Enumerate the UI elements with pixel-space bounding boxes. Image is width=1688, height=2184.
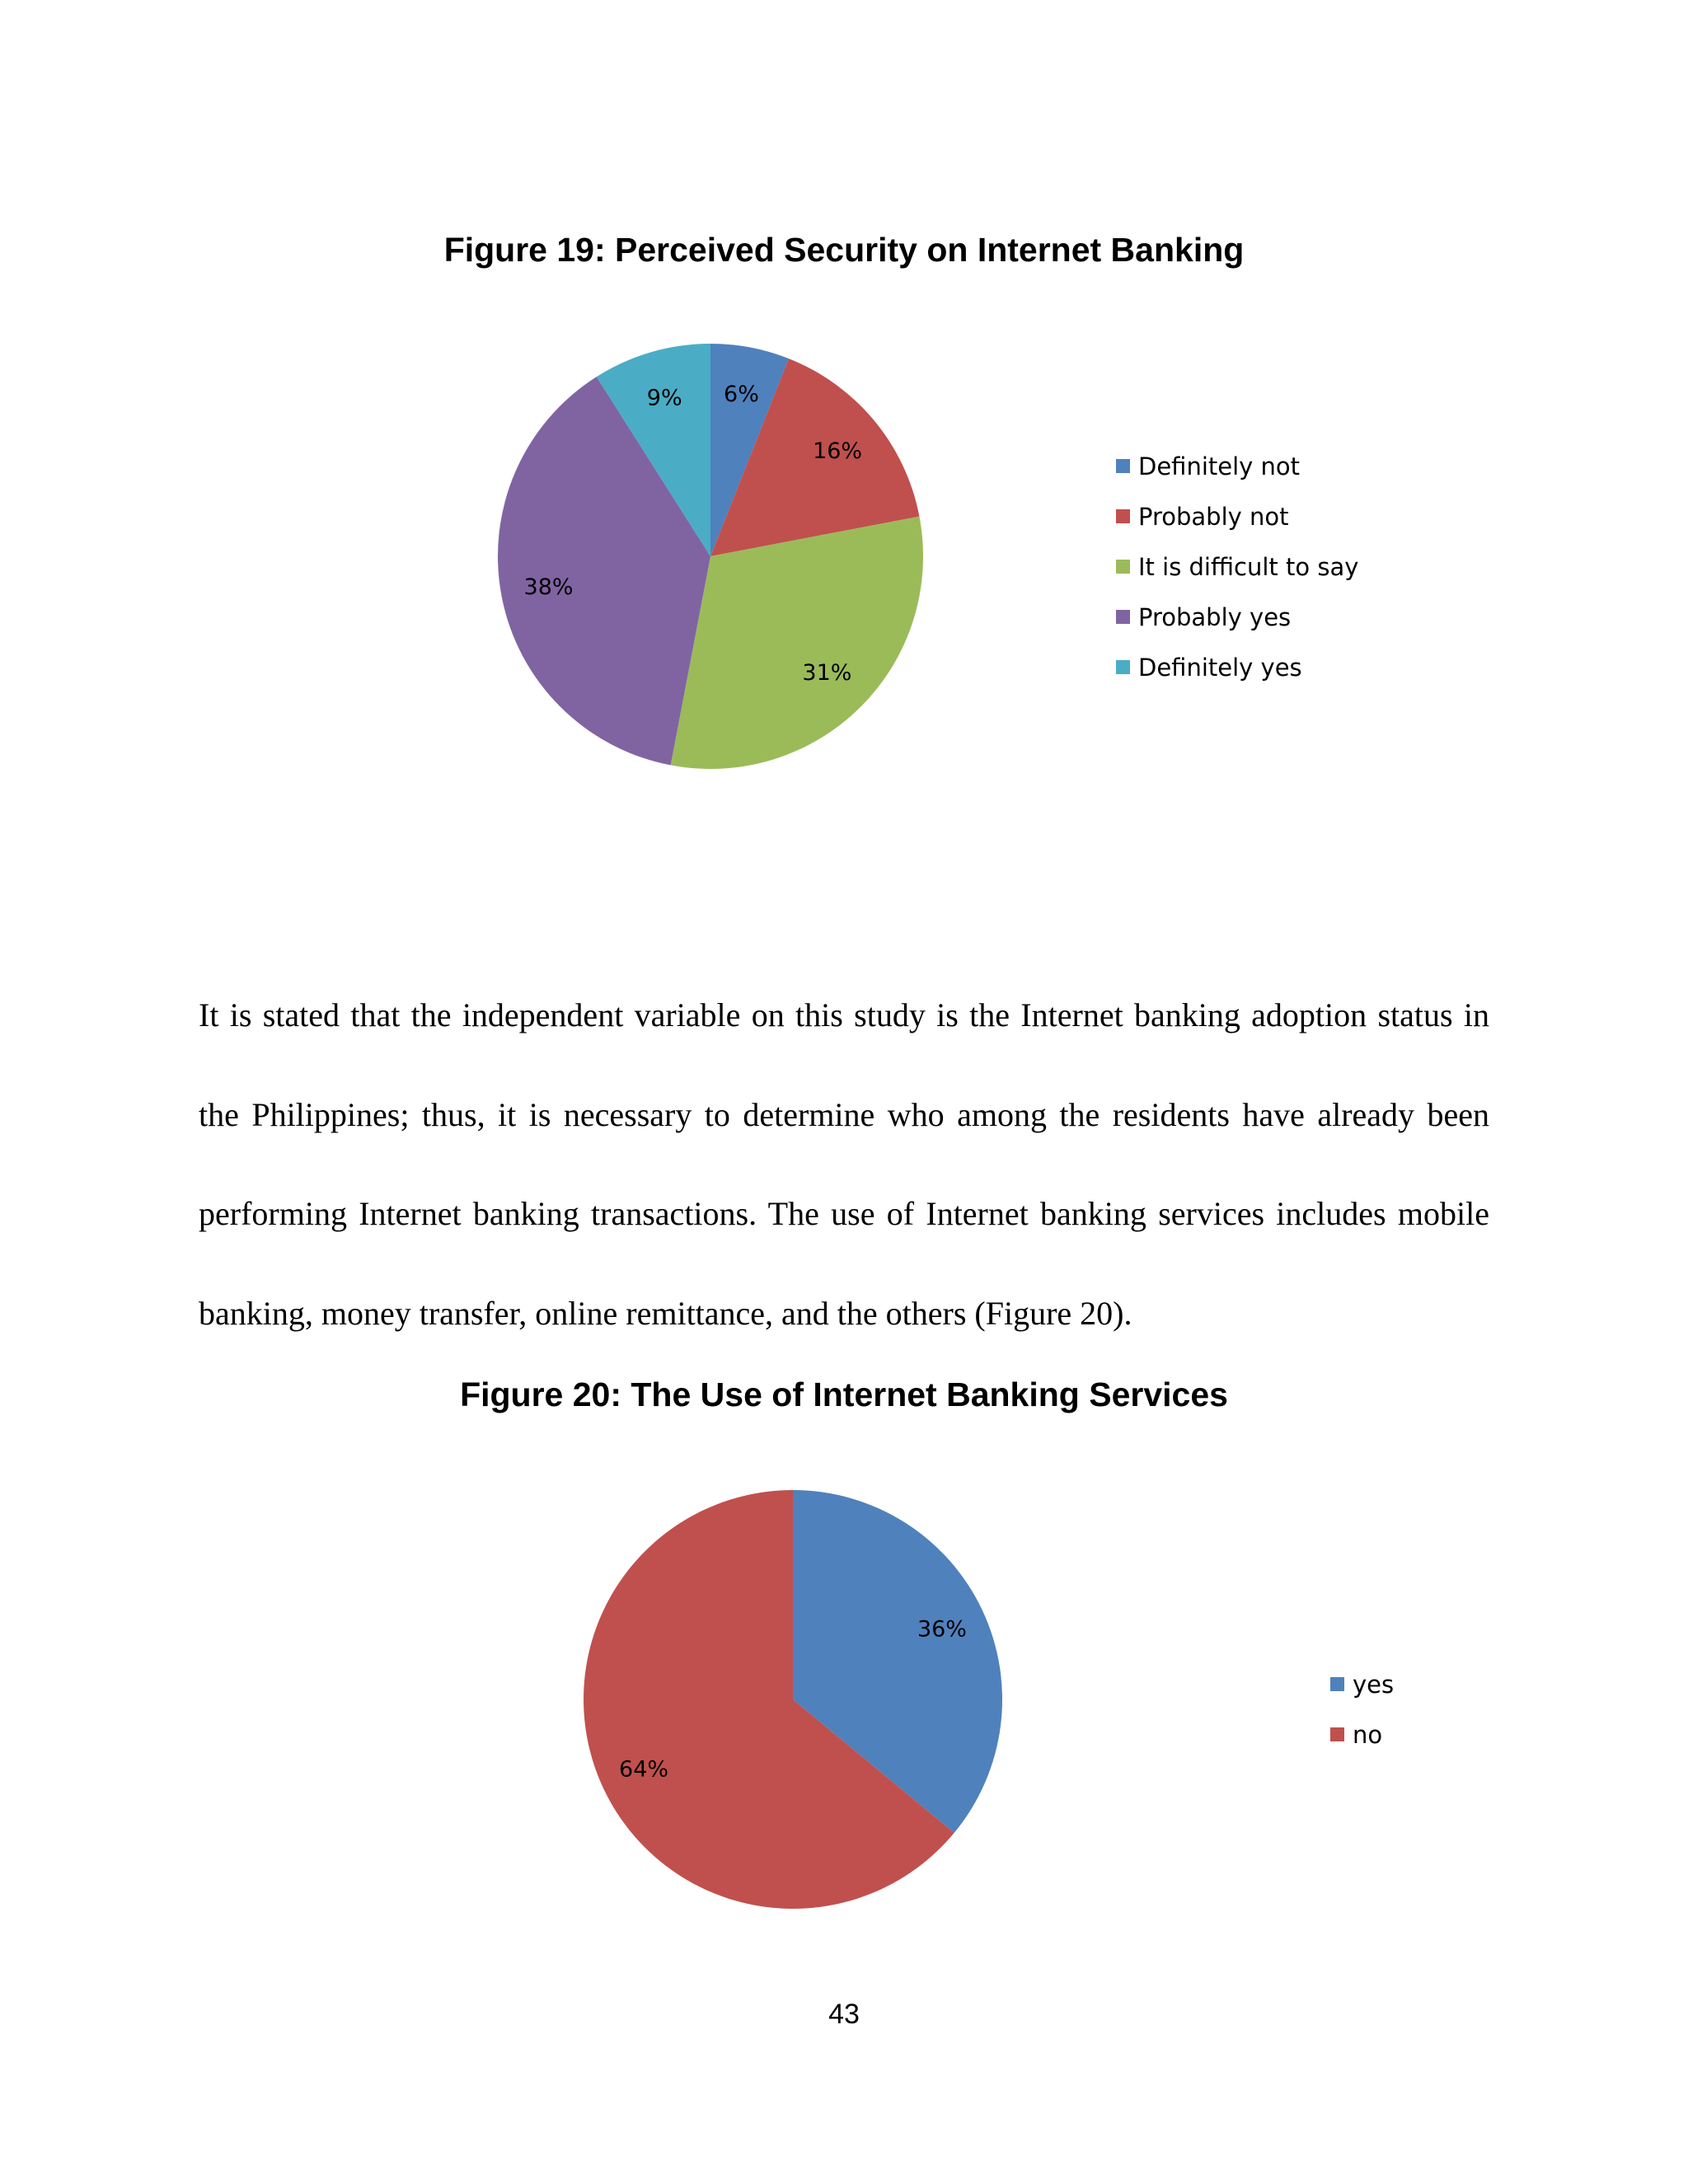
legend-label: It is difficult to say	[1138, 552, 1359, 581]
legend-item-definitely-not	[1116, 441, 1358, 491]
legend-swatch	[1116, 509, 1130, 523]
page-number: 43	[828, 1999, 860, 2030]
figure-19-title: Figure 19: Perceived Security on Internet Banking	[443, 231, 1245, 269]
legend-swatch	[1116, 610, 1130, 624]
body-paragraph: It is stated that the independent variable on this study is the Internet banking adoption status in the Philippines; thus, it is necessary to determine who among the residents have already been performing Internet banking transactions. The use of Internet banking services includes mobile banking, money transfer, online remittance, and the others (Figure 20).	[199, 996, 1489, 1332]
legend-label: Probably yes	[1138, 602, 1292, 631]
legend-swatch	[1330, 1727, 1344, 1741]
data-label-yes: 36%	[917, 1616, 967, 1643]
figure-20-legend	[1330, 1659, 1394, 1760]
data-label-definitely-yes: 9%	[646, 385, 682, 411]
figure-20-pie-chart	[544, 1451, 1039, 1945]
legend-item-yes	[1330, 1659, 1394, 1709]
figure-19-legend	[1116, 441, 1358, 692]
data-label-probably-yes: 38%	[523, 574, 574, 600]
legend-item-definitely-yes	[1116, 642, 1358, 692]
legend-item-it-is-difficult-to-say	[1116, 541, 1358, 592]
legend-swatch	[1116, 660, 1130, 674]
figure-20-title: Figure 20: The Use of Internet Banking Services	[460, 1376, 1228, 1413]
legend-swatch	[1330, 1677, 1344, 1691]
legend-label: Definitely yes	[1138, 653, 1302, 682]
legend-item-probably-yes	[1116, 592, 1358, 642]
data-label-it-is-difficult-to-say: 31%	[802, 659, 852, 686]
legend-label: yes	[1353, 1670, 1395, 1699]
legend-swatch	[1116, 459, 1130, 473]
legend-item-no	[1330, 1709, 1394, 1760]
legend-swatch	[1116, 560, 1130, 574]
data-label-probably-not: 16%	[813, 438, 863, 465]
figure-19-pie-chart	[462, 313, 956, 808]
legend-label: Definitely not	[1138, 452, 1301, 480]
data-label-no: 64%	[619, 1756, 669, 1783]
legend-label: Probably not	[1138, 502, 1289, 531]
legend-label: no	[1353, 1720, 1383, 1749]
data-label-definitely-not: 6%	[724, 382, 759, 408]
legend-item-probably-not	[1116, 491, 1358, 541]
